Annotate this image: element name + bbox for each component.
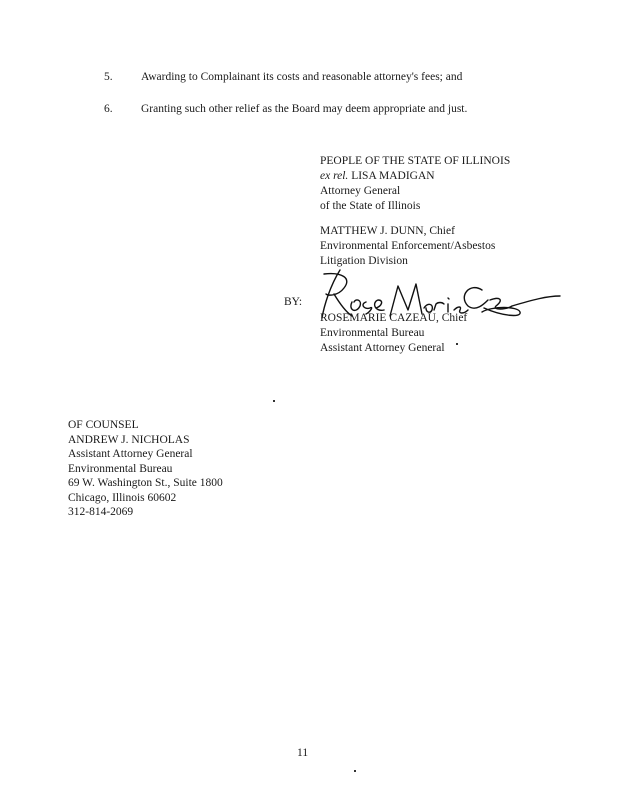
counsel-bureau: Environmental Bureau xyxy=(68,462,173,475)
counsel-street: 69 W. Washington St., Suite 1800 xyxy=(68,477,223,489)
plaintiff-name: PEOPLE OF THE STATE OF ILLINOIS xyxy=(320,155,511,167)
page-number: 11 xyxy=(297,747,309,759)
item-number-5: 5. xyxy=(104,71,113,83)
item-number-6: 6. xyxy=(104,103,113,115)
by-label: BY: xyxy=(284,296,303,308)
chief-name: MATTHEW J. DUNN, Chief xyxy=(320,225,455,237)
counsel-name: ANDREW J. NICHOLAS xyxy=(68,433,190,446)
signer-title: Assistant Attorney General xyxy=(320,342,445,354)
of-counsel-block xyxy=(68,420,223,522)
counsel-title: Assistant Attorney General xyxy=(68,448,193,460)
counsel-city: Chicago, Illinois 60602 xyxy=(68,491,177,504)
signer-bureau: Environmental Bureau xyxy=(320,327,425,339)
of-counsel-heading: OF COUNSEL xyxy=(68,419,139,431)
chief-division-line-2: Litigation Division xyxy=(320,255,408,267)
ag-state: of the State of Illinois xyxy=(320,200,421,212)
item-text-5: Awarding to Complainant its costs and reasonable attorney's fees; and xyxy=(141,71,463,83)
scan-speck xyxy=(456,343,458,345)
signer-block xyxy=(320,313,467,358)
chief-division-line-1: Environmental Enforcement/Asbestos xyxy=(320,240,496,252)
ag-title: Attorney General xyxy=(320,185,401,197)
counsel-phone: 312-814-2069 xyxy=(68,506,134,518)
scan-speck xyxy=(273,400,275,402)
item-text-6: Granting such other relief as the Board may deem appropriate and just. xyxy=(141,103,468,115)
ex-rel-line xyxy=(320,171,510,186)
signature-block xyxy=(320,156,510,271)
ex-rel-name: LISA MADIGAN xyxy=(351,170,435,182)
ex-rel-prefix: ex rel. xyxy=(320,170,349,182)
signer-name: ROSEMARIE CAZEAU, Chief xyxy=(320,312,468,324)
scan-speck xyxy=(354,770,356,772)
